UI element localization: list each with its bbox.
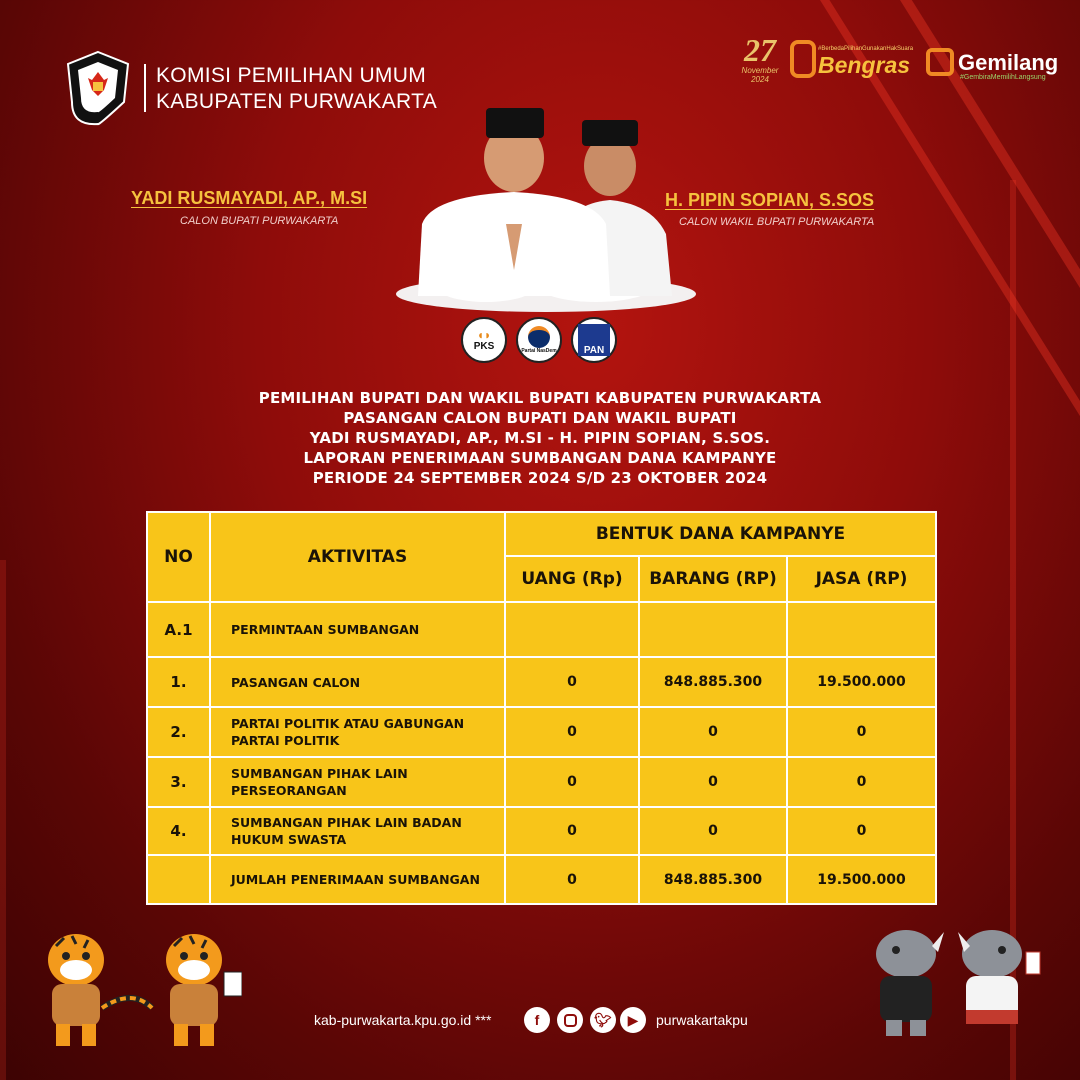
row-uang: 0 xyxy=(505,855,639,904)
header-uang: UANG (Rp) xyxy=(505,556,639,602)
candidates-photo xyxy=(396,104,702,318)
bengras-text: Bengras xyxy=(818,52,911,78)
activity-text: PERMINTAAN SUMBANGAN xyxy=(231,622,420,637)
footer-social-handle[interactable]: purwakartakpu xyxy=(656,1012,748,1028)
table-row-total xyxy=(147,855,936,904)
activity-text: PERSEORANGAN xyxy=(231,783,347,798)
row-no: 2. xyxy=(147,707,210,757)
activity-text: JUMLAH PENERIMAAN SUMBANGAN xyxy=(231,872,480,887)
header-jasa: JASA (RP) xyxy=(787,556,936,602)
activity-text: PASANGAN CALON xyxy=(231,674,361,690)
date-month: November xyxy=(741,66,779,75)
headline-line: PEMILIHAN BUPATI DAN WAKIL BUPATI KABUPATEN PURWAKARTA xyxy=(258,389,822,407)
headline-line: PASANGAN CALON BUPATI DAN WAKIL BUPATI xyxy=(343,409,737,427)
finger-vote-icon xyxy=(926,48,954,76)
tiger-mascots-illustration xyxy=(22,928,242,1052)
gemilang-tagline: #GembiraMemilihLangsung xyxy=(960,74,1046,81)
party-logo-pan xyxy=(571,317,617,363)
party-label: PAN xyxy=(583,345,605,356)
kpu-logo-icon xyxy=(64,50,132,126)
donation-report-table xyxy=(146,511,937,905)
rhino-mascots-illustration xyxy=(846,922,1046,1042)
twitter-icon[interactable]: 🐦︎ xyxy=(590,1007,616,1033)
party-logo-pks xyxy=(461,317,507,363)
row-no: 1. xyxy=(147,657,210,707)
row-activity xyxy=(210,855,505,904)
row-activity xyxy=(210,757,505,807)
row-uang: 0 xyxy=(505,807,639,855)
row-no xyxy=(147,855,210,904)
row-barang: 0 xyxy=(639,807,787,855)
gemilang-text: Gemilang xyxy=(958,50,1059,75)
row-barang: 848.885.300 xyxy=(639,855,787,904)
table-row xyxy=(147,757,936,807)
finger-vote-icon xyxy=(790,40,816,78)
row-no: 3. xyxy=(147,757,210,807)
row-no: 4. xyxy=(147,807,210,855)
report-headline xyxy=(0,388,1080,488)
facebook-icon[interactable]: f xyxy=(524,1007,550,1033)
row-barang: 0 xyxy=(639,757,787,807)
activity-text: SUMBANGAN PIHAK LAIN BADAN xyxy=(231,815,462,830)
bengras-hashtag: #BerbedaPilihanGunakanHakSuara xyxy=(818,46,914,52)
pan-emblem-icon xyxy=(578,324,610,356)
candidate-right-role: CALON WAKIL BUPATI PURWAKARTA xyxy=(679,216,875,228)
table-row xyxy=(147,602,936,657)
row-barang xyxy=(639,602,787,657)
bengras-logo xyxy=(790,36,920,84)
row-no: A.1 xyxy=(147,602,210,657)
party-label: Partai NasDem xyxy=(521,348,557,354)
activity-text: PARTAI POLITIK ATAU GABUNGAN xyxy=(231,716,465,731)
gemilang-logo xyxy=(926,44,1059,86)
row-activity xyxy=(210,657,505,707)
candidate-left-name: YADI RUSMAYADI, AP., M.SI xyxy=(131,188,368,208)
decorative-stripe xyxy=(820,0,1080,594)
row-jasa: 19.500.000 xyxy=(787,657,936,707)
party-logo-nasdem xyxy=(516,317,562,363)
election-date-badge xyxy=(738,34,782,84)
row-activity xyxy=(210,807,505,855)
row-uang: 0 xyxy=(505,657,639,707)
header-campaign-fund-type: BENTUK DANA KAMPANYE xyxy=(505,512,936,556)
row-uang: 0 xyxy=(505,757,639,807)
row-uang xyxy=(505,602,639,657)
header-activity: AKTIVITAS xyxy=(210,512,505,602)
row-jasa: 0 xyxy=(787,807,936,855)
row-jasa: 0 xyxy=(787,707,936,757)
decorative-stripe xyxy=(0,560,6,1080)
candidate-left-role: CALON BUPATI PURWAKARTA xyxy=(180,215,339,227)
table-row xyxy=(147,807,936,855)
pks-emblem-icon: ◖◗ xyxy=(476,327,492,342)
activity-text: SUMBANGAN PIHAK LAIN xyxy=(231,766,408,781)
activity-text: HUKUM SWASTA xyxy=(231,832,347,847)
header-no: NO xyxy=(147,512,210,602)
row-activity xyxy=(210,602,505,657)
headline-line: PERIODE 24 SEPTEMBER 2024 S/D 23 OKTOBER 2024 xyxy=(312,469,768,487)
youtube-icon[interactable]: ▶ xyxy=(620,1007,646,1033)
decorative-stripe xyxy=(900,0,1080,594)
row-jasa xyxy=(787,602,936,657)
org-name-line1: KOMISI PEMILIHAN UMUM xyxy=(156,64,426,87)
headline-line: LAPORAN PENERIMAAN SUMBANGAN DANA KAMPANYE xyxy=(303,449,777,467)
instagram-icon[interactable] xyxy=(557,1007,583,1033)
header-barang: BARANG (RP) xyxy=(639,556,787,602)
nasdem-emblem-icon xyxy=(528,326,550,348)
row-uang: 0 xyxy=(505,707,639,757)
party-label: PKS xyxy=(473,340,495,352)
row-barang: 0 xyxy=(639,707,787,757)
header-divider xyxy=(144,64,146,112)
org-name-line2: KABUPATEN PURWAKARTA xyxy=(156,90,437,113)
headline-line: YADI RUSMAYADI, AP., M.SI - H. PIPIN SOPIAN, S.SOS. xyxy=(309,429,771,447)
date-year: 2024 xyxy=(751,75,769,84)
footer-website[interactable]: kab-purwakarta.kpu.go.id *** xyxy=(314,1012,492,1028)
table-row xyxy=(147,707,936,757)
date-number: 27 xyxy=(744,32,776,68)
row-activity xyxy=(210,707,505,757)
row-jasa: 19.500.000 xyxy=(787,855,936,904)
row-jasa: 0 xyxy=(787,757,936,807)
activity-text: PARTAI POLITIK xyxy=(231,733,340,748)
candidate-right-name: H. PIPIN SOPIAN, S.SOS xyxy=(665,190,875,210)
row-barang: 848.885.300 xyxy=(639,657,787,707)
table-row xyxy=(147,657,936,707)
